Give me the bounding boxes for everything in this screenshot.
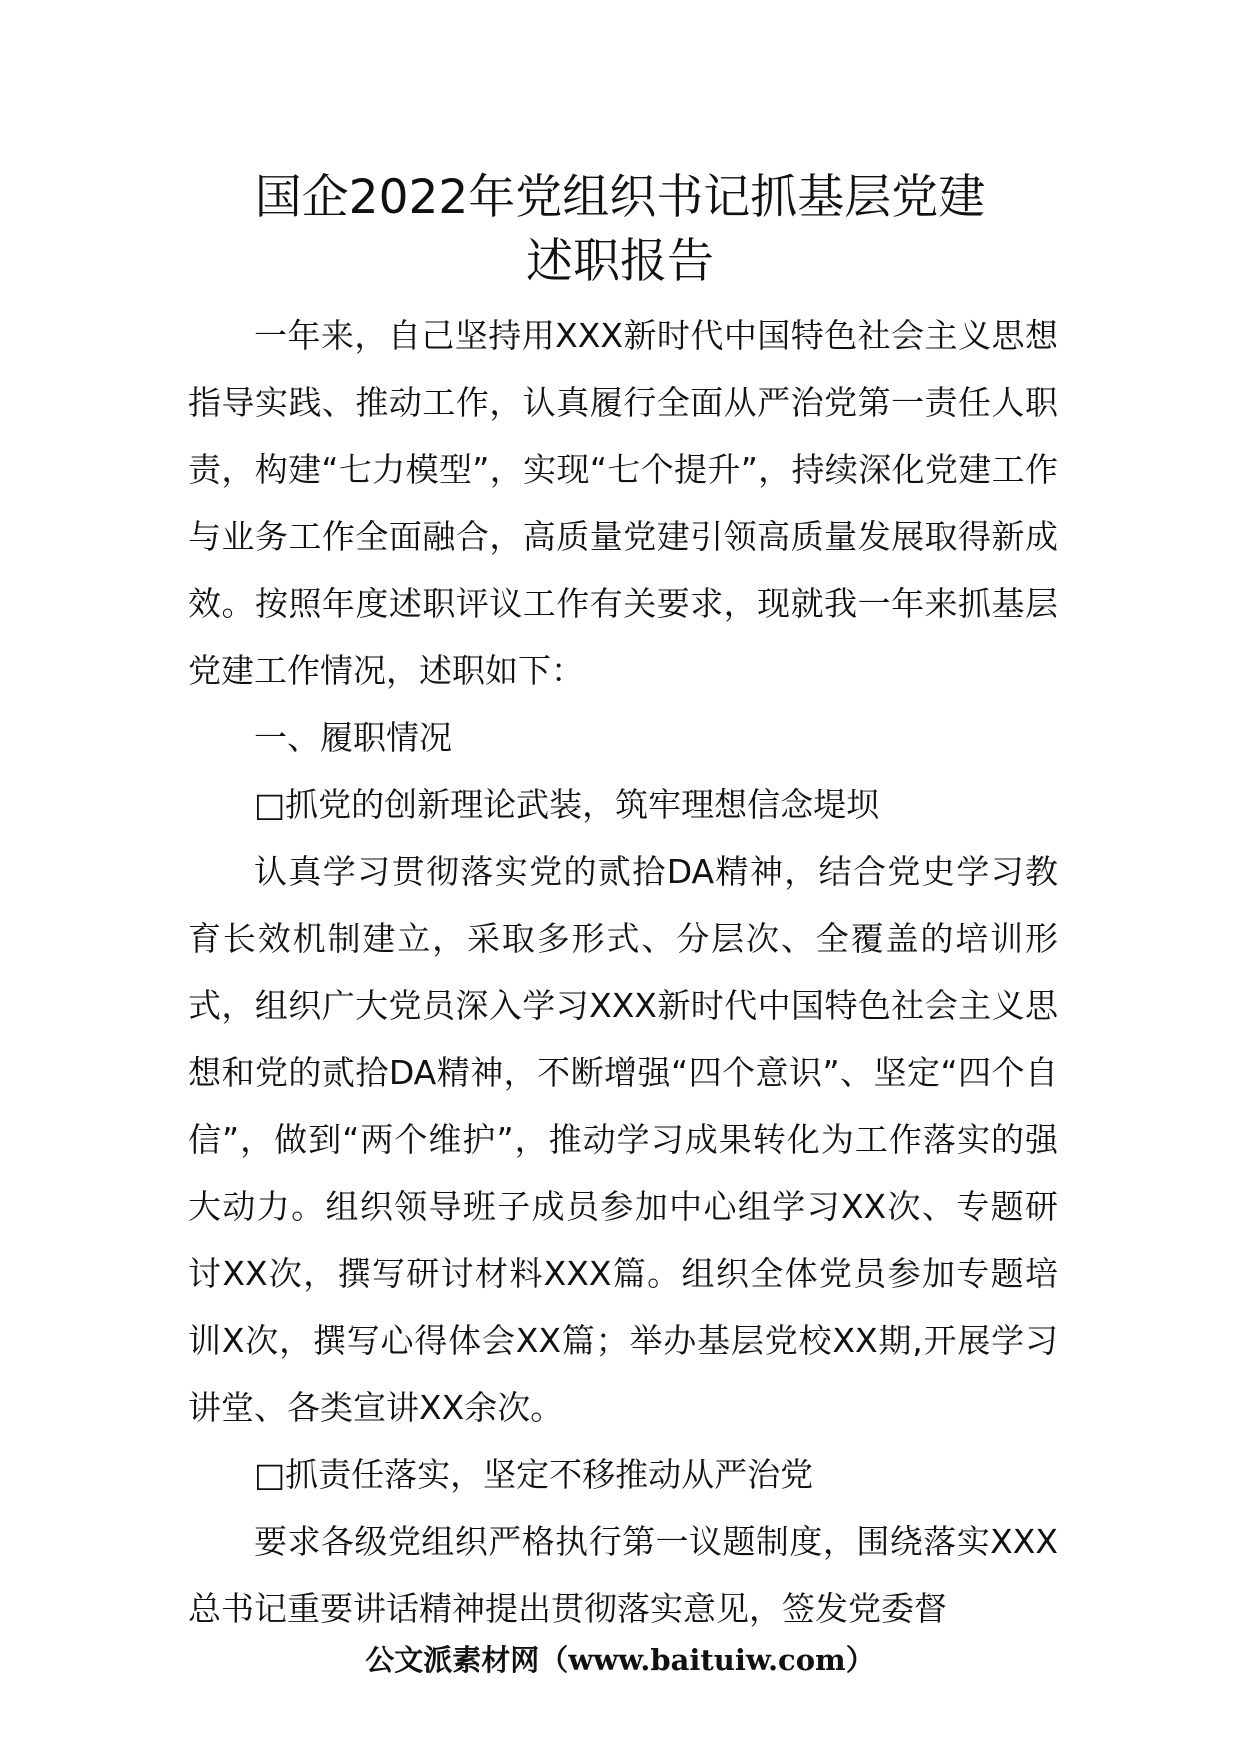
body-paragraph: 认真学习贯彻落实党的贰拾DA精神，结合党史学习教育长效机制建立，采取多形式、分层次、全覆盖的培训形式，组织广大党员深入学习XXX新时代中国特色社会主义思想和党的贰拾DA精神，不断增强“四个意识”、坚定“四个自信”，做到“两个维护”，推动学习成果转化为工作落实的强大动力。组织领导班子成员参加中心组学习XX次、专题研讨XX次，撰写研讨材料XXX篇。组织全体党员参加专题培训X次，撰写心得体会XX篇；举办基层党校XX期,开展学习讲堂、各类宣讲XX余次。 bbox=[188, 852, 1058, 1427]
footer-watermark: 公文派素材网（www.baituiw.com） bbox=[365, 1643, 875, 1677]
document-title-line-2: 述职报告 bbox=[526, 234, 714, 289]
intro-paragraph: 一年来，自己坚持用XXX新时代中国特色社会主义思想指导实践、推动工作，认真履行全面从严治党第一责任人职责，构建“七力模型”，实现“七个提升”，持续深化党建工作与业务工作全面融合，高质量党建引领高质量发展取得新成效。按照年度述职评议工作有关要求，现就我一年来抓基层党建工作情况，述职如下： bbox=[188, 316, 1058, 690]
document-body bbox=[188, 302, 1058, 1642]
document-title-line-1: 国企2022年党组织书记抓基层党建 bbox=[254, 170, 986, 225]
subsection-heading: □抓责任落实，坚定不移推动从严治党 bbox=[254, 1455, 814, 1494]
body-paragraph: 要求各级党组织严格执行第一议题制度，围绕落实XXX总书记重要讲话精神提出贯彻落实意见，签发党委督 bbox=[188, 1522, 1058, 1628]
section-heading: 一、履职情况 bbox=[254, 718, 452, 757]
subsection-heading: □抓党的创新理论武装，筑牢理想信念堤坝 bbox=[254, 785, 880, 824]
